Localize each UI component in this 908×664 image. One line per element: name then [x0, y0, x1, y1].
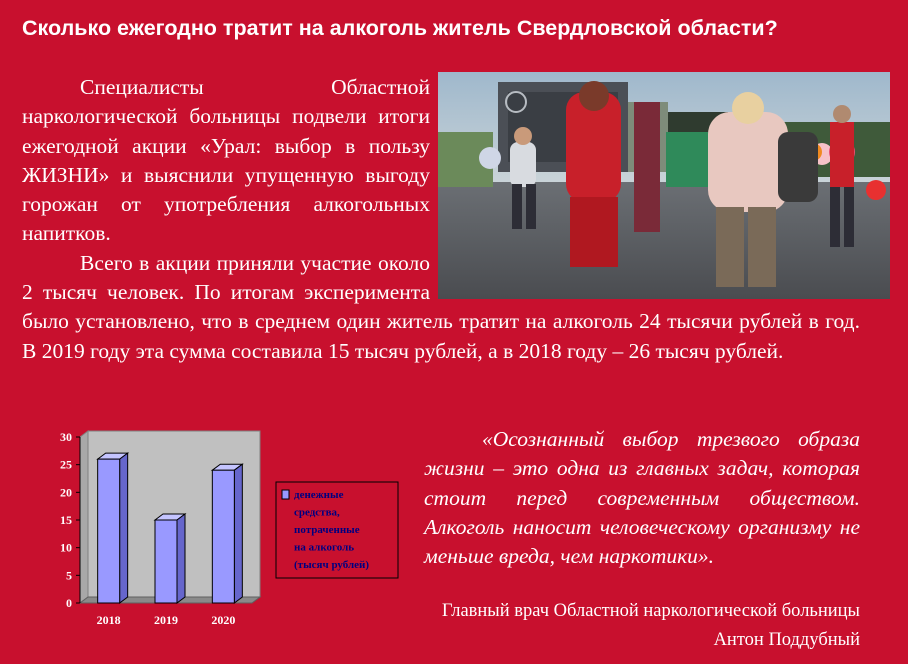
y-tick-label: 0 [66, 596, 72, 610]
legend-label-line: (тысяч рублей) [294, 559, 370, 571]
chart-side-wall [80, 431, 88, 603]
doctor-quote: «Осознанный выбор трезвого образа жизни – это одна из главных задач, которая стоит перед современным обществом. Алкоголь наносит человеческому организму не меньше вреда, чем наркотики». [424, 427, 860, 569]
page-title: Сколько ежегодно тратит на алкоголь житель Свердловской области? [22, 16, 778, 40]
legend-label-line: на алкоголь [294, 541, 355, 554]
quote-attribution: Главный врач Областной наркологической больницы Антон Поддубный [441, 601, 860, 650]
bar-chart-svg [38, 428, 408, 634]
spending-chart [38, 428, 408, 634]
x-tick-label: 2018 [96, 613, 121, 627]
legend-label-line: средства, [294, 506, 340, 519]
y-tick-label: 25 [60, 457, 72, 472]
paragraph-results: Всего в акции приняли участие около 2 тысяч человек. По итогам эксперимента было установлено, что в среднем один житель тратит на алкоголь 24 тысячи рублей в год. В 2019 году эта сумма составила 15 тысяч рублей, а в 2018 году – 26 тысяч рублей. [22, 250, 860, 363]
legend-label-line: потраченные [294, 524, 360, 536]
legend-label-line: денежные [294, 489, 344, 501]
y-tick-label: 15 [60, 513, 72, 527]
bar-2020 [212, 470, 234, 603]
y-tick-label: 20 [60, 485, 72, 500]
bar-side [120, 453, 128, 603]
bar-2018 [98, 459, 120, 603]
x-tick-label: 2020 [211, 613, 236, 627]
legend-swatch [282, 490, 289, 499]
y-tick-label: 30 [60, 430, 72, 444]
article-body [22, 73, 860, 366]
y-tick-label: 5 [66, 568, 72, 583]
y-tick-label: 10 [60, 540, 72, 555]
bar-side [177, 514, 185, 603]
x-tick-label: 2019 [154, 613, 178, 627]
paragraph-intro: Специалисты Областной наркологической больницы подвели итоги ежегодной акции «Урал: выбор в пользу ЖИЗНИ» и выяснили упущенную выгоду горожан от употребления алкогольных напитков. [22, 75, 430, 246]
bar-side [234, 464, 242, 603]
bar-2019 [155, 520, 177, 603]
